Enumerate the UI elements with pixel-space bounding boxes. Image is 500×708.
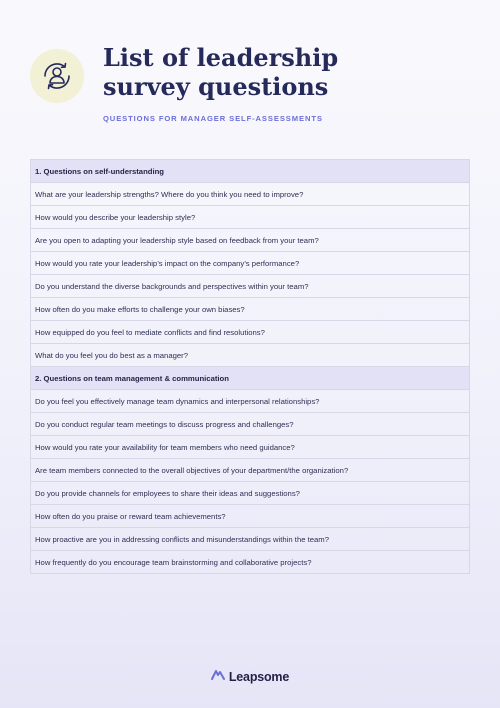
- questions-table: [30, 159, 470, 574]
- page-title: List of leadership survey questions: [103, 43, 339, 101]
- question-row: What are your leadership strengths? Where do you think you need to improve?: [30, 183, 470, 206]
- question-row: Do you conduct regular team meetings to discuss progress and challenges?: [30, 413, 470, 436]
- question-row: How frequently do you encourage team brainstorming and collaborative projects?: [30, 551, 470, 574]
- question-row: How often do you make efforts to challenge your own biases?: [30, 298, 470, 321]
- footer: [0, 668, 500, 686]
- question-row: Do you understand the diverse backgrounds and perspectives within your team?: [30, 275, 470, 298]
- question-row: Do you feel you effectively manage team dynamics and interpersonal relationships?: [30, 390, 470, 413]
- leadership-cycle-icon: [30, 49, 84, 103]
- question-row: How would you describe your leadership style?: [30, 206, 470, 229]
- brand-name: Leapsome: [228, 670, 290, 684]
- section-heading: 1. Questions on self-understanding: [30, 160, 470, 183]
- page-subtitle: QUESTIONS FOR MANAGER SELF-ASSESSMENTS: [103, 114, 323, 123]
- question-row: How equipped do you feel to mediate conflicts and find resolutions?: [30, 321, 470, 344]
- question-row: How would you rate your leadership’s impact on the company’s performance?: [30, 252, 470, 275]
- question-row: Are you open to adapting your leadership style based on feedback from your team?: [30, 229, 470, 252]
- header: [30, 43, 470, 133]
- question-row: How would you rate your availability for team members who need guidance?: [30, 436, 470, 459]
- leapsome-logo-icon: [211, 668, 225, 686]
- question-row: How proactive are you in addressing conflicts and misunderstandings within the team?: [30, 528, 470, 551]
- question-row: What do you feel you do best as a manager?: [30, 344, 470, 367]
- question-row: Do you provide channels for employees to share their ideas and suggestions?: [30, 482, 470, 505]
- question-row: How often do you praise or reward team achievements?: [30, 505, 470, 528]
- question-row: Are team members connected to the overall objectives of your department/the organization?: [30, 459, 470, 482]
- section-heading: 2. Questions on team management & communication: [30, 367, 470, 390]
